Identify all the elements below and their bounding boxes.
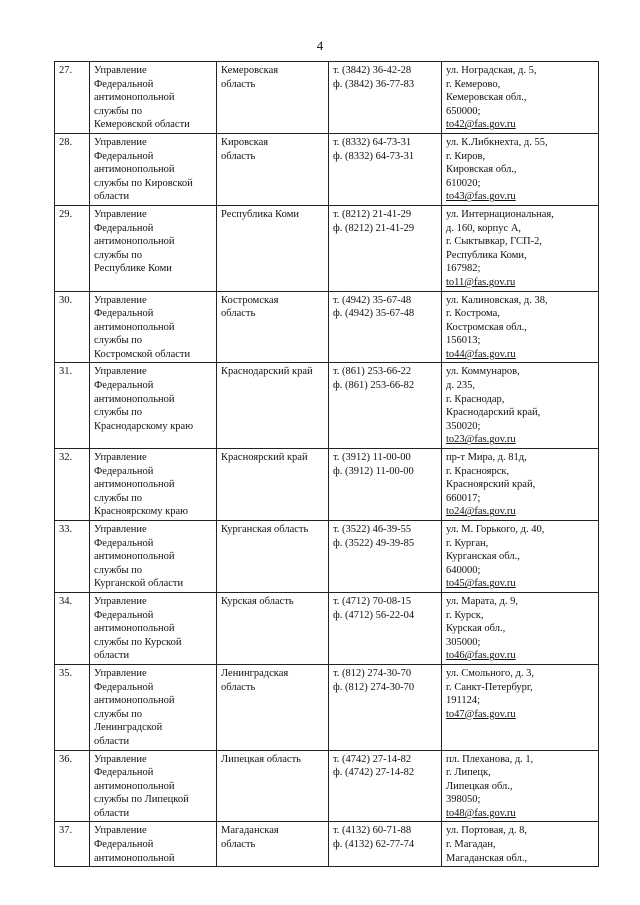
phone-line: ф. (8212) 21-41-29 (333, 222, 415, 234)
phone-line: т. (4132) 60-71-88 (333, 825, 412, 837)
row-number: 29. (59, 208, 73, 220)
office-name-line: службы по (94, 249, 143, 261)
region-line: Магаданская (221, 825, 279, 837)
email-link[interactable]: to43@fas.gov.ru (446, 191, 516, 203)
office-name-line: Федеральной (94, 380, 154, 392)
address-line: ул. Интернациональная, (446, 208, 554, 220)
address-line: 191124; (446, 695, 481, 707)
address-cell (442, 62, 599, 134)
office-name-line: Республике Коми (94, 263, 172, 275)
region-line: Костромская (221, 294, 279, 306)
address-line: ул. Ноградская, д. 5, (446, 65, 537, 76)
office-name-line: службы по (94, 407, 143, 419)
region-cell (217, 363, 329, 449)
email-link[interactable]: to47@fas.gov.ru (446, 708, 516, 720)
phone-cell (329, 521, 442, 593)
table-row (55, 664, 599, 750)
address-line: 156013; (446, 335, 481, 347)
phone-cell (329, 449, 442, 521)
row-number-cell (55, 664, 90, 750)
table-row (55, 521, 599, 593)
phone-line: ф. (4942) 35-67-48 (333, 308, 415, 320)
office-name-line: Федеральной (94, 767, 154, 779)
address-cell (442, 133, 599, 205)
region-cell (217, 822, 329, 867)
region-line: Кировская (221, 136, 269, 148)
phone-line: ф. (4712) 56-22-04 (333, 609, 415, 621)
region-line: область (221, 150, 256, 162)
address-line: ул. Калиновская, д. 38, (446, 294, 548, 306)
region-line: Липецкая область (221, 753, 301, 765)
office-name-cell (90, 205, 217, 291)
office-name-line: Управление (94, 825, 147, 837)
phone-line: т. (861) 253-66-22 (333, 366, 412, 378)
office-name-line: антимонопольной (94, 852, 175, 864)
phone-cell (329, 291, 442, 363)
email-link[interactable]: to42@fas.gov.ru (446, 119, 516, 131)
region-line: область (221, 839, 256, 851)
office-name-line: антимонопольной (94, 623, 175, 635)
address-line: Кировская обл., (446, 164, 517, 176)
row-number-cell (55, 363, 90, 449)
address-line: 350020; (446, 420, 481, 432)
address-line: пл. Плеханова, д. 1, (446, 753, 534, 765)
phone-line: ф. (3912) 11-00-00 (333, 465, 414, 477)
row-number: 37. (59, 825, 73, 837)
phone-line: ф. (8332) 64-73-31 (333, 150, 415, 162)
address-cell (442, 822, 599, 867)
address-cell (442, 592, 599, 664)
row-number-cell (55, 133, 90, 205)
address-cell (442, 449, 599, 521)
office-name-line: Управление (94, 208, 147, 220)
row-number-cell (55, 521, 90, 593)
page-number: 4 (316, 38, 324, 53)
office-name-line: службы по (94, 708, 143, 720)
office-name-cell (90, 664, 217, 750)
email-link[interactable]: to23@fas.gov.ru (446, 434, 516, 446)
office-name-cell (90, 750, 217, 822)
address-line: г. Киров, (446, 150, 486, 162)
office-name-line: Федеральной (94, 150, 154, 162)
address-line: 398050; (446, 794, 481, 806)
address-line: Курская обл., (446, 623, 506, 635)
office-name-line: Федеральной (94, 839, 154, 851)
region-cell (217, 592, 329, 664)
office-name-line: области (94, 191, 130, 203)
office-name-cell (90, 133, 217, 205)
address-line: Республика Коми, (446, 249, 527, 261)
address-line: Краснодарский край, (446, 407, 541, 419)
address-line: Магаданская обл., (446, 852, 528, 864)
office-name-line: Федеральной (94, 681, 154, 693)
office-name-line: Краснодарскому краю (94, 420, 194, 432)
office-name-line: службы по Кировской (94, 177, 193, 189)
row-number-cell (55, 750, 90, 822)
address-line: г. Магадан, (446, 839, 496, 851)
office-name-line: Красноярскому краю (94, 506, 188, 518)
email-link[interactable]: to48@fas.gov.ru (446, 807, 516, 819)
phone-cell (329, 133, 442, 205)
address-cell (442, 521, 599, 593)
address-line: г. Кострома, (446, 308, 500, 320)
phone-line: т. (3912) 11-00-00 (333, 452, 411, 464)
fas-offices-table (54, 61, 599, 867)
office-name-line: Управление (94, 753, 147, 765)
region-cell (217, 449, 329, 521)
address-line: д. 235, (446, 380, 475, 392)
phone-line: т. (4942) 35-67-48 (333, 294, 412, 306)
office-name-line: антимонопольной (94, 164, 175, 176)
office-name-line: антимонопольной (94, 92, 175, 104)
phone-cell (329, 592, 442, 664)
row-number: 36. (59, 753, 73, 765)
office-name-line: Федеральной (94, 465, 154, 477)
office-name-line: Федеральной (94, 308, 154, 320)
table-row (55, 822, 599, 867)
address-line: Курганская обл., (446, 551, 520, 563)
address-line: ул. Марата, д. 9, (446, 595, 519, 607)
phone-line: ф. (4742) 27-14-82 (333, 767, 415, 779)
office-name-line: Костромской области (94, 348, 191, 360)
address-line: Красноярский край, (446, 479, 536, 491)
office-name-cell (90, 363, 217, 449)
phone-line: ф. (3842) 36-77-83 (333, 78, 415, 90)
row-number-cell (55, 592, 90, 664)
office-name-line: Управление (94, 136, 147, 148)
region-line: область (221, 681, 256, 693)
phone-line: т. (4712) 70-08-15 (333, 595, 412, 607)
email-link[interactable]: to24@fas.gov.ru (446, 506, 516, 518)
row-number: 31. (59, 366, 73, 378)
address-line: г. Санкт-Петербург, (446, 681, 533, 693)
table-row (55, 363, 599, 449)
office-name-line: области (94, 650, 130, 662)
phone-line: т. (8332) 64-73-31 (333, 136, 412, 148)
email-link[interactable]: to45@fas.gov.ru (446, 578, 516, 590)
region-line: Краснодарский край (221, 366, 313, 378)
address-line: пр-т Мира, д. 81д, (446, 452, 527, 464)
office-name-cell (90, 592, 217, 664)
address-line: ул. К.Либкнехта, д. 55, (446, 136, 548, 148)
office-name-line: службы по (94, 105, 143, 117)
table-row (55, 750, 599, 822)
row-number: 35. (59, 667, 73, 679)
office-name-line: Кемеровской области (94, 119, 190, 131)
table-row (55, 449, 599, 521)
office-name-line: службы по Курской (94, 636, 182, 648)
office-name-line: Федеральной (94, 609, 154, 621)
table-row (55, 133, 599, 205)
address-line: Костромская обл., (446, 321, 527, 333)
office-name-line: Федеральной (94, 537, 154, 549)
region-line: область (221, 308, 256, 320)
phone-cell (329, 205, 442, 291)
office-name-line: антимонопольной (94, 695, 175, 707)
office-name-line: антимонопольной (94, 236, 175, 248)
phone-line: ф. (861) 253-66-82 (333, 380, 415, 392)
office-name-line: Управление (94, 595, 147, 607)
office-name-line: антимонопольной (94, 321, 175, 333)
region-cell (217, 664, 329, 750)
address-line: ул. Смольного, д. 3, (446, 667, 534, 679)
phone-line: т. (8212) 21-41-29 (333, 208, 412, 220)
address-line: д. 160, корпус А, (446, 222, 522, 234)
office-name-line: Федеральной (94, 222, 154, 234)
region-line: Республика Коми (221, 208, 299, 220)
office-name-line: Федеральной (94, 78, 154, 90)
region-cell (217, 750, 329, 822)
table-row (55, 62, 599, 134)
region-line: Красноярский край (221, 452, 308, 464)
region-line: Курская область (221, 595, 294, 607)
office-name-line: службы по (94, 492, 143, 504)
table-row (55, 592, 599, 664)
row-number: 34. (59, 595, 73, 607)
office-name-line: Управление (94, 294, 147, 306)
row-number-cell (55, 822, 90, 867)
office-name-line: службы по (94, 335, 143, 347)
address-line: г. Курган, (446, 537, 489, 549)
address-cell (442, 664, 599, 750)
office-name-line: антимонопольной (94, 393, 175, 405)
office-name-cell (90, 291, 217, 363)
row-number: 30. (59, 294, 73, 306)
address-line: г. Красноярск, (446, 465, 510, 477)
office-name-cell (90, 822, 217, 867)
region-line: Ленинградская (221, 667, 289, 679)
office-name-line: Управление (94, 366, 147, 378)
region-line: Кемеровская (221, 65, 279, 76)
office-name-cell (90, 62, 217, 134)
email-link[interactable]: to11@fas.gov.ru (446, 276, 516, 288)
region-cell (217, 133, 329, 205)
address-line: 660017; (446, 492, 481, 504)
row-number: 27. (59, 65, 73, 76)
address-line: 640000; (446, 564, 481, 576)
phone-line: т. (812) 274-30-70 (333, 667, 412, 679)
row-number-cell (55, 62, 90, 134)
phone-line: ф. (4132) 62-77-74 (333, 839, 415, 851)
address-line: 167982; (446, 263, 481, 275)
address-line: Липецкая обл., (446, 780, 513, 792)
address-cell (442, 750, 599, 822)
address-line: г. Кемерово, (446, 78, 501, 90)
address-line: ул. М. Горького, д. 40, (446, 524, 545, 535)
office-name-line: Управление (94, 667, 147, 679)
region-cell (217, 205, 329, 291)
phone-cell (329, 664, 442, 750)
row-number: 28. (59, 136, 73, 148)
table-row (55, 291, 599, 363)
office-name-cell (90, 449, 217, 521)
address-line: ул. Коммунаров, (446, 366, 520, 378)
table-row (55, 205, 599, 291)
phone-cell (329, 62, 442, 134)
office-name-line: Ленинградской (94, 722, 163, 734)
address-line: 650000; (446, 105, 481, 117)
address-line: 305000; (446, 636, 481, 648)
office-name-line: антимонопольной (94, 780, 175, 792)
office-name-line: Управление (94, 452, 147, 464)
email-link[interactable]: to46@fas.gov.ru (446, 650, 516, 662)
office-name-line: службы по (94, 564, 143, 576)
row-number-cell (55, 205, 90, 291)
phone-line: ф. (3522) 49-39-85 (333, 537, 415, 549)
office-name-line: Управление (94, 524, 147, 535)
row-number-cell (55, 291, 90, 363)
address-line: г. Курск, (446, 609, 484, 621)
region-cell (217, 62, 329, 134)
address-line: г. Сыктывкар, ГСП-2, (446, 236, 542, 248)
row-number: 32. (59, 452, 73, 464)
office-name-line: Курганской области (94, 578, 184, 590)
office-name-line: области (94, 735, 130, 747)
phone-cell (329, 822, 442, 867)
region-line: область (221, 78, 256, 90)
region-cell (217, 521, 329, 593)
address-line: Кемеровская обл., (446, 92, 527, 104)
phone-cell (329, 363, 442, 449)
address-cell (442, 363, 599, 449)
office-name-line: службы по Липецкой (94, 794, 189, 806)
region-line: Курганская область (221, 524, 309, 535)
phone-line: т. (3522) 46-39-55 (333, 524, 412, 535)
phone-cell (329, 750, 442, 822)
address-cell (442, 291, 599, 363)
address-line: г. Липецк, (446, 767, 491, 779)
office-name-line: антимонопольной (94, 479, 175, 491)
row-number-cell (55, 449, 90, 521)
table-body (55, 62, 599, 867)
phone-line: т. (3842) 36-42-28 (333, 65, 412, 76)
row-number: 33. (59, 524, 73, 535)
email-link[interactable]: to44@fas.gov.ru (446, 348, 516, 360)
office-name-line: Управление (94, 65, 147, 76)
address-line: г. Краснодар, (446, 393, 505, 405)
region-cell (217, 291, 329, 363)
address-cell (442, 205, 599, 291)
office-name-cell (90, 521, 217, 593)
phone-line: т. (4742) 27-14-82 (333, 753, 412, 765)
address-line: 610020; (446, 177, 481, 189)
office-name-line: области (94, 807, 130, 819)
office-name-line: антимонопольной (94, 551, 175, 563)
address-line: ул. Портовая, д. 8, (446, 825, 527, 837)
phone-line: ф. (812) 274-30-70 (333, 681, 415, 693)
